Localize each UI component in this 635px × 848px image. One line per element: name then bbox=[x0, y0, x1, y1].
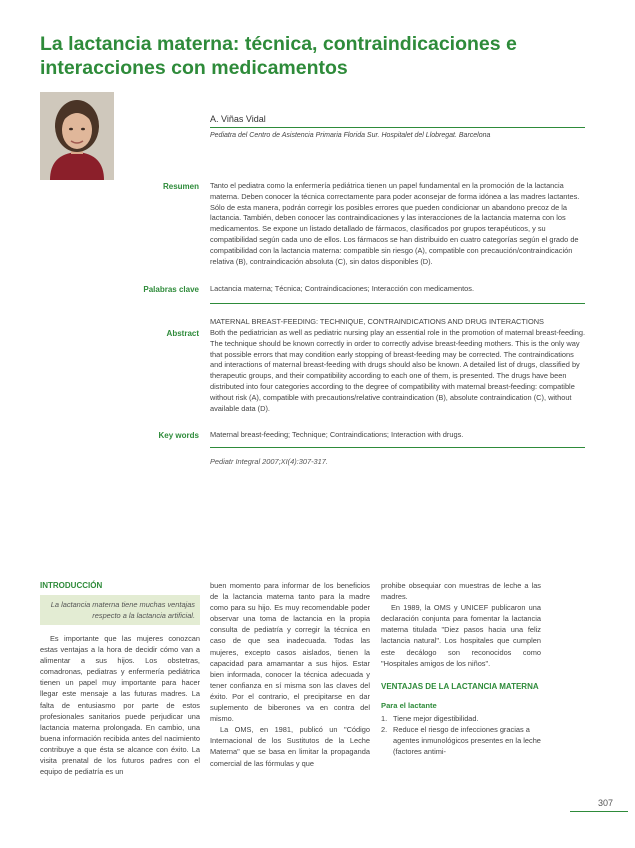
author-photo bbox=[40, 92, 114, 180]
column-1 bbox=[40, 580, 200, 777]
resumen-label: Resumen bbox=[162, 182, 199, 191]
intro-paragraph: Es importante que las mujeres conozcan estas ventajas a la hora de decidir cómo van a alimentar a sus hijos. Los obstetras, comadronas, pediatras y enfermería pediátrica tienen un papel muy importante para hacer llegar este mensaje a las futuras madres. La falta de entusiasmo por parte de estos profesionales sanitarios puede perjudicar una lactancia materna prolongada. En cambio, una buena información recibida antes del nacimiento contribuye a que ésta se alcance con éxito. La visita prenatal de los futuros padres con el equipo de pediatría es un bbox=[40, 634, 200, 777]
citation: Pediatr Integral 2007;XI(4):307-317. bbox=[210, 457, 328, 466]
keywords-text: Maternal breast-feeding; Technique; Contraindications; Interaction with drugs. bbox=[210, 430, 464, 439]
author-divider bbox=[210, 127, 585, 128]
keywords-label: Key words bbox=[158, 431, 199, 440]
palabras-clave-label: Palabras clave bbox=[143, 285, 199, 294]
abstract-divider bbox=[210, 447, 585, 448]
resumen-text: Tanto el pediatra como la enfermería pediátrica tienen un papel fundamental en la promoción de la lactancia materna. Deben conocer la técnica correctamente para poder aconsejar de forma idónea a las madres lactantes. Sólo de esta manera, podrán corregir los posibles errores que pueden condicionar un abandono precoz de la lactancia. También, deben conocer las contraindicaciones y las interacciones de la lactancia materna con los medicamentos. Se expone un listado detallado de fármacos, clasificados por grupos terapéuticos, y su compatibilidad según cada uno de ellos. Los fármacos se han distribuido en cuatro categorías según el grado de compatibilidad con la lactancia materna: compatible sin riesgo (A), compatible con precaución/contraindicación relativa (B), contraindicación absoluta (C), sin datos disponibles (D). bbox=[210, 181, 580, 266]
section-divider bbox=[210, 303, 585, 304]
list-item: 2. Reduce el riesgo de infecciones gracias a agentes inmunológicos presentes en la leche (factores antimi- bbox=[381, 724, 541, 757]
intro-highlight: La lactancia materna tiene muchas ventajas respecto a la lactancia artificial. bbox=[40, 595, 200, 625]
column-3 bbox=[381, 580, 541, 757]
col2-paragraph-1: buen momento para informar de los beneficios de la lactancia materna tanto para la madre como para su hijo. Es muy recomendable poder observar una toma de lactancia en la propia consulta de pediatría y corregir la técnica en caso de que sea inadecuada. Todas las mujeres, excepto casos aislados, tienen la capacidad para amamantar a sus hijos. Estar bien informada, conocer la técnica adecuada y tener confianza en sí misma son las claves del éxito. Por el contrario, el precipitarse en dar suplemento de biberones va en contra del mismo. bbox=[210, 581, 370, 724]
page-number-rule bbox=[570, 811, 628, 812]
article-title: La lactancia materna: técnica, contraindicaciones e interacciones con medicamentos bbox=[40, 33, 517, 79]
intro-heading: INTRODUCCIÓN bbox=[40, 581, 103, 590]
ventajas-heading: VENTAJAS DE LA LACTANCIA MATERNA bbox=[381, 681, 539, 691]
author-name: A. Viñas Vidal bbox=[210, 114, 266, 124]
col2-paragraph-2: La OMS, en 1981, publicó un "Código Internacional de los Sustitutos de la Leche Materna" que se basa en limitar la propaganda comercial de las fórmulas y que bbox=[210, 725, 370, 768]
col3-paragraph-1: prohibe obsequiar con muestras de leche a las madres. bbox=[381, 581, 541, 602]
page-number: 307 bbox=[598, 798, 614, 808]
abstract-label: Abstract bbox=[166, 329, 199, 338]
col3-paragraph-2: En 1989, la OMS y UNICEF publicaron una declaración conjunta para fomentar la lactancia materna titulada "Diez pasos hacia una feliz lactancia natural". Los hospitales que cumplen este decálogo son reconocidos como "Hospitales amigos de los niños". bbox=[381, 603, 541, 668]
palabras-clave-text: Lactancia materna; Técnica; Contraindicaciones; Interacción con medicamentos. bbox=[210, 284, 475, 293]
lactante-subheading: Para el lactante bbox=[381, 700, 437, 710]
list-item: 1. Tiene mejor digestibilidad. bbox=[381, 713, 479, 723]
abstract-text: Both the pediatrician as well as pediatric nursing play an essential role in the promotion of maternal breast-feeding. The technique should be known correctly in order to correctly advise breast-feeding mothers. This is the only way that possible errors that may condition early stopping of breast-feeding may be corrected. The contraindications and interactions of maternal breast-feeding with drugs should also be known. A detailed list of drugs, classified by therapeutic groups, and their compatibility according to each one of them, is presented. The drugs have been distributed into four categories according to the degree of compatibility with maternal breast-feeding: compatible without risk (A), compatible with precautions/relative contraindication (B), absolute contraindication (C), without available data (D). bbox=[210, 328, 586, 413]
author-affiliation: Pediatra del Centro de Asistencia Primaria Florida Sur. Hospitalet del Llobregat. Barcelona bbox=[210, 132, 491, 139]
author-portrait-image bbox=[40, 92, 114, 180]
abstract-title: MATERNAL BREAST-FEEDING: TECHNIQUE, CONTRAINDICATIONS AND DRUG INTERACTIONS bbox=[210, 317, 544, 326]
column-2 bbox=[210, 580, 370, 769]
